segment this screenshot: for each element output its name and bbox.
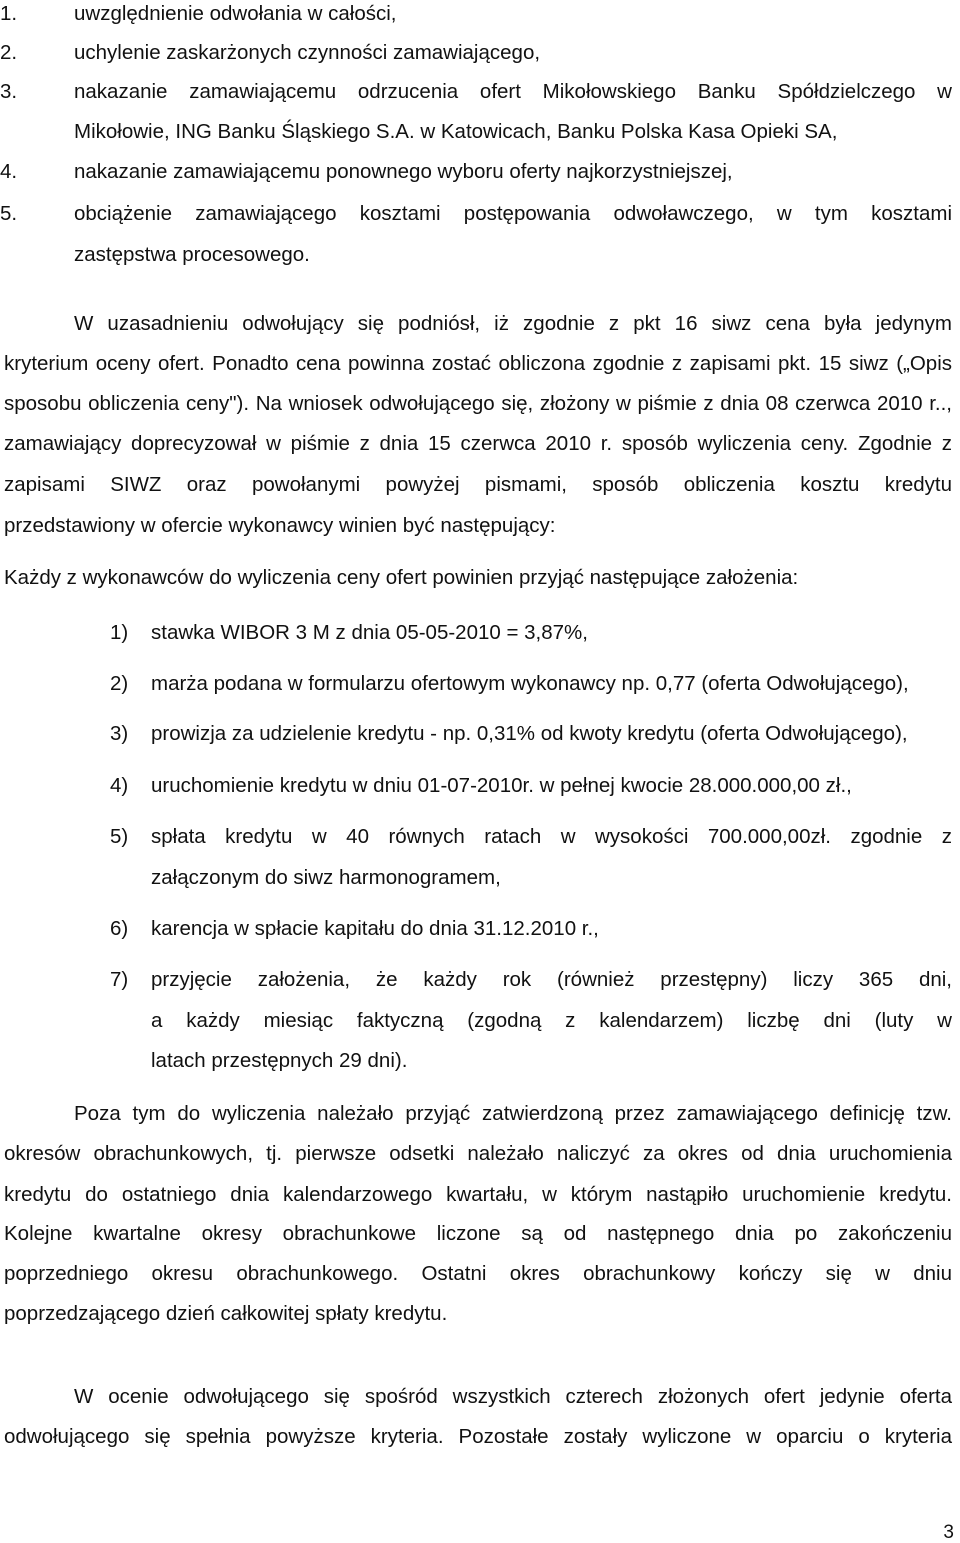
assumption-number: 5)	[110, 825, 129, 848]
list-number: 2.	[0, 41, 18, 64]
paragraph-line: poprzedniego okresu obrachunkowego. Ostatni okres obrachunkowy kończy się w dniu	[4, 1262, 952, 1285]
list-number: 5.	[0, 202, 18, 225]
assumption-text: marża podana w formularzu ofertowym wykonawcy np. 0,77 (oferta Odwołującego),	[151, 672, 909, 695]
assumption-number: 7)	[110, 968, 129, 991]
assumption-text: stawka WIBOR 3 M z dnia 05-05-2010 = 3,87%,	[151, 621, 588, 644]
assumption-number: 2)	[110, 672, 129, 695]
paragraph-line: sposobu obliczenia ceny"). Na wniosek odwołującego się, złożony w piśmie z dnia 08 czerwca 2010 r..,	[4, 392, 952, 415]
list-number: 3.	[0, 80, 18, 103]
list-item-text: nakazanie zamawiającemu ponownego wyboru oferty najkorzystniejszej,	[74, 160, 733, 183]
assumption-text: latach przestępnych 29 dni).	[151, 1049, 408, 1072]
page-number: 3	[943, 1522, 954, 1543]
assumption-number: 3)	[110, 722, 129, 745]
paragraph-line: okresów obrachunkowych, tj. pierwsze odsetki należało naliczyć za okres od dnia uruchomienia	[4, 1142, 952, 1165]
list-item-text: zastępstwa procesowego.	[74, 243, 310, 266]
assumption-text: załączonym do siwz harmonogramem,	[151, 866, 501, 889]
assumption-text: uruchomienie kredytu w dniu 01-07-2010r. w pełnej kwocie 28.000.000,00 zł.,	[151, 774, 852, 797]
paragraph-line: odwołującego się spełnia powyższe kryteria. Pozostałe zostały wyliczone w oparciu o kryteria	[4, 1425, 952, 1448]
assumption-number: 4)	[110, 774, 129, 797]
list-item-text: uchylenie zaskarżonych czynności zamawiającego,	[74, 41, 541, 64]
paragraph-line: poprzedzającego dzień całkowitej spłaty kredytu.	[4, 1302, 448, 1325]
paragraph-line: Poza tym do wyliczenia należało przyjąć zatwierdzoną przez zamawiającego definicję tzw.	[74, 1102, 952, 1125]
paragraph-line: przedstawiony w ofercie wykonawcy winien być następujący:	[4, 514, 556, 537]
assumption-text: karencja w spłacie kapitału do dnia 31.12.2010 r.,	[151, 917, 599, 940]
paragraph-line: W ocenie odwołującego się spośród wszystkich czterech złożonych ofert jedynie oferta	[74, 1385, 952, 1408]
list-item-text: uwzględnienie odwołania w całości,	[74, 2, 397, 25]
paragraph-line: W uzasadnieniu odwołujący się podniósł, iż zgodnie z pkt 16 siwz cena była jedynym	[74, 312, 952, 335]
assumption-number: 6)	[110, 917, 129, 940]
paragraph-line: zapisami SIWZ oraz powołanymi powyżej pismami, sposób obliczenia kosztu kredytu	[4, 473, 952, 496]
list-item-text: nakazanie zamawiającemu odrzucenia ofert Mikołowskiego Banku Spółdzielczego w	[74, 80, 952, 103]
paragraph-line: Kolejne kwartalne okresy obrachunkowe liczone są od następnego dnia po zakończeniu	[4, 1222, 952, 1245]
paragraph-line: kredytu do ostatniego dnia kalendarzowego kwartału, w którym nastąpiło uruchomienie kredytu.	[4, 1183, 952, 1206]
paragraph-line: zamawiający doprecyzował w piśmie z dnia 15 czerwca 2010 r. sposób wyliczenia ceny. Zgodnie z	[4, 432, 952, 455]
intro-sentence: Każdy z wykonawców do wyliczenia ceny ofert powinien przyjąć następujące założenia:	[4, 566, 799, 589]
assumption-text: prowizja za udzielenie kredytu - np. 0,31% od kwoty kredytu (oferta Odwołującego),	[151, 722, 908, 745]
list-number: 4.	[0, 160, 18, 183]
assumption-text: spłata kredytu w 40 równych ratach w wysokości 700.000,00zł. zgodnie z	[151, 825, 952, 848]
list-item-text: obciążenie zamawiającego kosztami postępowania odwoławczego, w tym kosztami	[74, 202, 952, 225]
assumption-text: a każdy miesiąc faktyczną (zgodną z kalendarzem) liczbę dni (luty w	[151, 1009, 952, 1032]
assumption-text: przyjęcie założenia, że każdy rok (również przestępny) liczy 365 dni,	[151, 968, 952, 991]
list-number: 1.	[0, 2, 18, 25]
list-item-text: Mikołowie, ING Banku Śląskiego S.A. w Katowicach, Banku Polska Kasa Opieki SA,	[74, 120, 838, 143]
assumption-number: 1)	[110, 621, 129, 644]
paragraph-line: kryterium oceny ofert. Ponadto cena powinna zostać obliczona zgodnie z zapisami pkt. 15 siwz („Opis	[4, 352, 952, 375]
